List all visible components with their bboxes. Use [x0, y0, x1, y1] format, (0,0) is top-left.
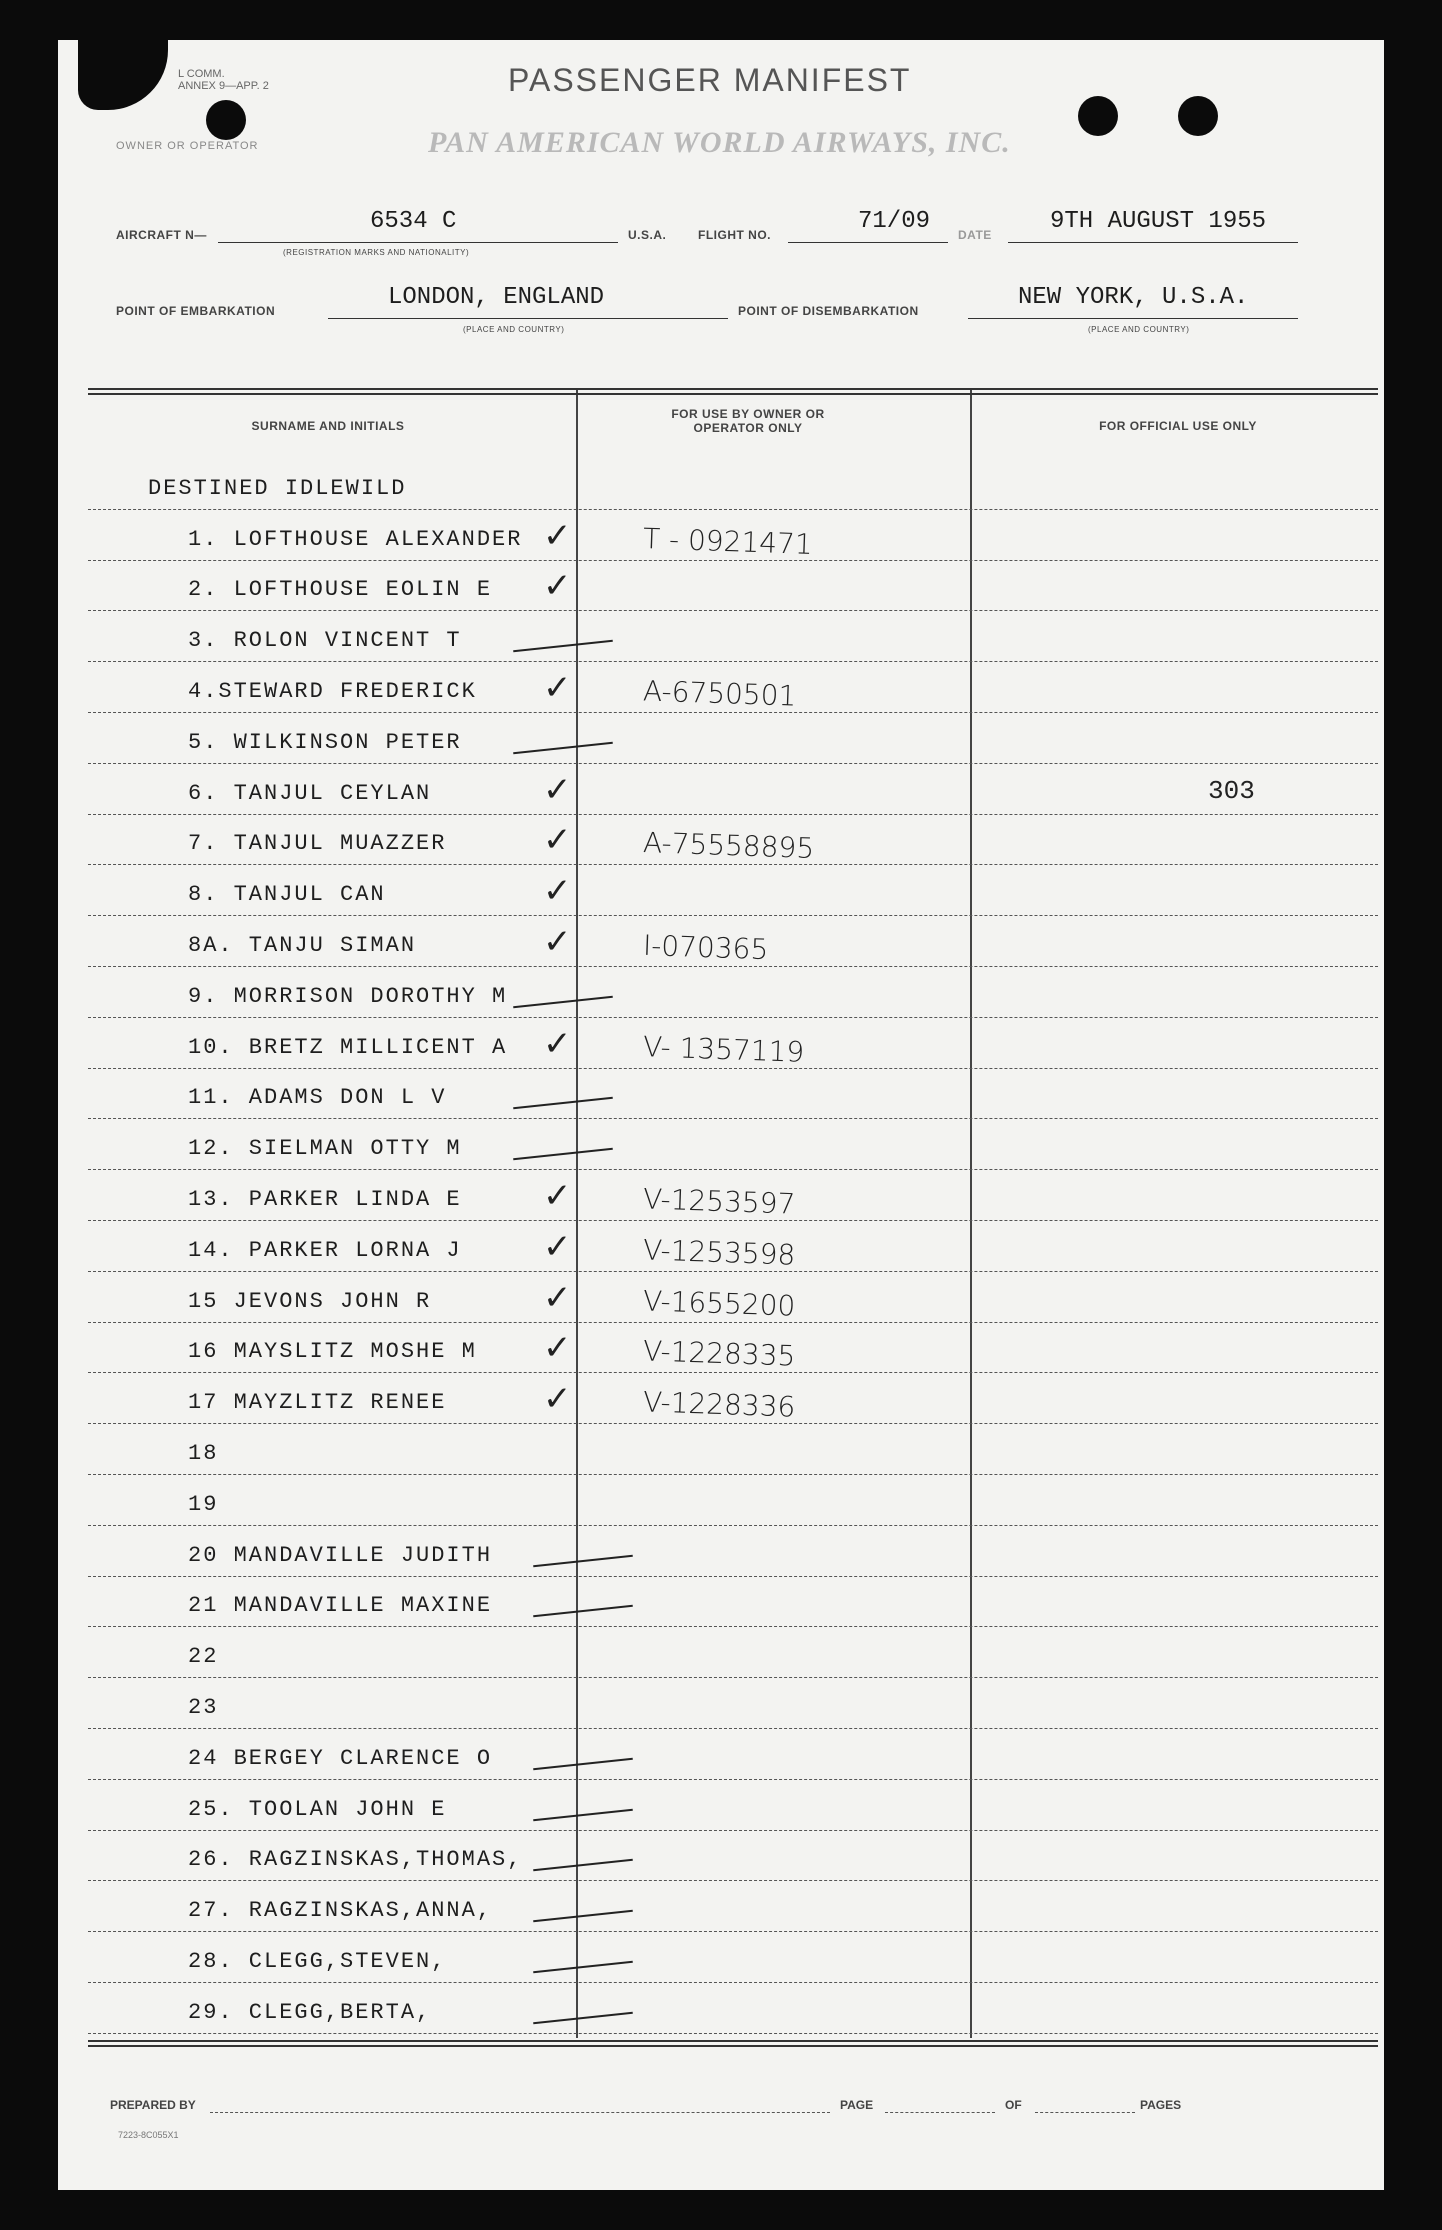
- check-mark-icon: ✓: [543, 871, 572, 912]
- passenger-name: 27. RAGZINSKAS,ANNA,: [188, 1898, 493, 1924]
- pages-label: PAGES: [1140, 2098, 1182, 2112]
- airline-name: PAN AMERICAN WORLD AIRWAYS, INC.: [428, 126, 1011, 159]
- table-row: [88, 1119, 1378, 1170]
- page-line: [885, 2112, 995, 2113]
- document-number: V-1253598: [642, 1233, 796, 1272]
- passenger-name: 3. ROLON VINCENT T: [188, 628, 462, 654]
- passenger-name: 26. RAGZINSKAS,THOMAS,: [188, 1847, 523, 1873]
- punch-hole-center: [1078, 96, 1118, 136]
- passenger-name: 28. CLEGG,STEVEN,: [188, 1948, 447, 1974]
- table-row: [88, 1932, 1378, 1983]
- embarkation-underline: [328, 318, 728, 319]
- passenger-name: 7. TANJUL MUAZZER: [188, 831, 447, 857]
- check-mark-icon: ✓: [543, 921, 572, 962]
- dash-mark-icon: [513, 640, 613, 652]
- disembarkation-label: POINT OF DISEMBARKATION: [738, 304, 919, 318]
- passenger-name: 25. TOOLAN JOHN E: [188, 1796, 447, 1822]
- check-mark-icon: ✓: [543, 1226, 572, 1267]
- aircraft-underline: [218, 242, 618, 243]
- check-mark-icon: ✓: [543, 566, 572, 607]
- dash-mark-icon: [533, 1757, 633, 1769]
- dash-mark-icon: [533, 1859, 633, 1871]
- table-row: [88, 1831, 1378, 1882]
- passenger-name: 24 BERGEY CLARENCE O: [188, 1745, 493, 1771]
- table-bottom-rule: [88, 2040, 1378, 2047]
- document-number: A-6750501: [642, 674, 797, 713]
- aircraft-sub-label: (REGISTRATION MARKS AND NATIONALITY): [283, 248, 470, 257]
- table-row: [88, 1424, 1378, 1475]
- check-mark-icon: ✓: [543, 769, 572, 810]
- check-mark-icon: ✓: [543, 515, 572, 556]
- flight-number: 71/09: [858, 208, 931, 235]
- check-mark-icon: ✓: [543, 820, 572, 861]
- table-row: [88, 561, 1378, 612]
- table-row: [88, 1221, 1378, 1272]
- check-mark-icon: ✓: [543, 1175, 572, 1216]
- table-row: [88, 1069, 1378, 1120]
- form-code-line-1: L COMM.: [178, 68, 225, 80]
- dash-mark-icon: [533, 1605, 633, 1617]
- table-row: [88, 1577, 1378, 1628]
- official-note: 303: [1208, 775, 1255, 806]
- passenger-name: 5. WILKINSON PETER: [188, 729, 462, 755]
- manifest-date: 9TH AUGUST 1955: [1050, 208, 1267, 235]
- embarkation-sub-label: (PLACE AND COUNTRY): [463, 325, 565, 334]
- dash-mark-icon: [513, 1148, 613, 1160]
- table-row: [88, 1170, 1378, 1221]
- table-row: [88, 459, 1378, 510]
- prepared-by-label: PREPARED BY: [110, 2098, 196, 2112]
- check-mark-icon: ✓: [543, 667, 572, 708]
- table-row: [88, 865, 1378, 916]
- owner-label: OWNER OR OPERATOR: [116, 140, 259, 152]
- passenger-name: 8A. TANJU SIMAN: [188, 932, 417, 958]
- table-row: [88, 967, 1378, 1018]
- table-row: [88, 1983, 1378, 2034]
- aircraft-country: U.S.A.: [628, 228, 667, 242]
- passenger-name: 15 JEVONS JOHN R: [188, 1288, 432, 1314]
- flight-underline: [788, 242, 948, 243]
- flight-label: FLIGHT NO.: [698, 228, 771, 242]
- form-code-line-2: ANNEX 9—APP. 2: [178, 80, 269, 92]
- table-row: [88, 662, 1378, 713]
- dash-mark-icon: [533, 1808, 633, 1820]
- document-number: V- 1357119: [642, 1029, 805, 1069]
- passenger-name: 13. PARKER LINDA E: [188, 1186, 462, 1212]
- prepared-by-line: [210, 2112, 830, 2113]
- page-label: PAGE: [840, 2098, 874, 2112]
- aircraft-registration: 6534 C: [370, 208, 457, 235]
- table-row: [88, 1780, 1378, 1831]
- date-underline: [1008, 242, 1298, 243]
- table-row: [88, 815, 1378, 866]
- of-line: [1035, 2112, 1135, 2113]
- document-number: V-1228336: [642, 1385, 796, 1424]
- check-mark-icon: ✓: [543, 1277, 572, 1318]
- disembarkation-sub-label: (PLACE AND COUNTRY): [1088, 325, 1190, 334]
- dash-mark-icon: [533, 1961, 633, 1973]
- document-number: V-1228335: [642, 1334, 796, 1373]
- passenger-name: 10. BRETZ MILLICENT A: [188, 1034, 508, 1060]
- table-header: [88, 395, 1378, 459]
- table-top-rule: [88, 388, 1378, 395]
- torn-corner: [78, 40, 168, 110]
- passenger-name: 6. TANJUL CEYLAN: [188, 780, 432, 806]
- document-number: T - 0921471: [642, 521, 814, 561]
- table-row: [88, 764, 1378, 815]
- table-row: [88, 611, 1378, 662]
- disembarkation-place: NEW YORK, U.S.A.: [1018, 284, 1249, 311]
- dash-mark-icon: [513, 742, 613, 754]
- table-row: [88, 1373, 1378, 1424]
- document-number: V-1655200: [642, 1283, 796, 1323]
- passenger-name: 19: [188, 1491, 219, 1517]
- date-label: DATE: [958, 228, 992, 242]
- table-rows: [88, 459, 1378, 2034]
- manifest-sheet: [58, 40, 1384, 2190]
- punch-hole-left: [206, 100, 246, 140]
- embarkation-place: LONDON, ENGLAND: [388, 284, 605, 311]
- passenger-name: 8. TANJUL CAN: [188, 882, 386, 908]
- table-row: [88, 1881, 1378, 1932]
- dash-mark-icon: [533, 1910, 633, 1922]
- dash-mark-icon: [533, 2011, 633, 2023]
- aircraft-label: AIRCRAFT N—: [116, 228, 207, 242]
- passenger-name: 21 MANDAVILLE MAXINE: [188, 1593, 493, 1619]
- passenger-name: 1. LOFTHOUSE ALEXANDER: [188, 526, 523, 552]
- passenger-name: 23: [188, 1694, 219, 1720]
- embarkation-label: POINT OF EMBARKATION: [116, 304, 276, 318]
- passenger-name: 14. PARKER LORNA J: [188, 1237, 462, 1263]
- table-row: [88, 916, 1378, 967]
- punch-hole-right: [1178, 96, 1218, 136]
- table-row: [88, 510, 1378, 561]
- table-row: [88, 1526, 1378, 1577]
- passenger-name: 2. LOFTHOUSE EOLIN E: [188, 577, 493, 603]
- check-mark-icon: ✓: [543, 1023, 572, 1064]
- table-row: [88, 1018, 1378, 1069]
- page-title: PASSENGER MANIFEST: [508, 62, 912, 98]
- passenger-name: 9. MORRISON DOROTHY M: [188, 983, 508, 1009]
- dash-mark-icon: [513, 996, 613, 1008]
- document-number: A-75558895: [642, 826, 815, 866]
- dash-mark-icon: [513, 1097, 613, 1109]
- document-number: V-1253597: [642, 1182, 796, 1221]
- passenger-name: 29. CLEGG,BERTA,: [188, 1999, 432, 2025]
- passenger-name: 17 MAYZLITZ RENEE: [188, 1390, 447, 1416]
- document-number: I-070365: [642, 928, 769, 967]
- disembarkation-underline: [968, 318, 1298, 319]
- table-row: [88, 1729, 1378, 1780]
- col-owner: FOR USE BY OWNER OR OPERATOR ONLY: [671, 407, 825, 435]
- passenger-name: DESTINED IDLEWILD: [148, 475, 407, 501]
- table-row: [88, 1475, 1378, 1526]
- passenger-name: 12. SIELMAN OTTY M: [188, 1136, 462, 1162]
- passenger-name: 4.STEWARD FREDERICK: [188, 678, 477, 704]
- table-row: [88, 1323, 1378, 1374]
- table-row: [88, 1272, 1378, 1323]
- passenger-name: 11. ADAMS DON L V: [188, 1085, 447, 1111]
- check-mark-icon: ✓: [543, 1379, 572, 1420]
- col-official: FOR OFFICIAL USE ONLY: [1099, 419, 1257, 433]
- dash-mark-icon: [533, 1554, 633, 1566]
- form-code: [178, 68, 269, 92]
- table-row: [88, 713, 1378, 764]
- of-label: OF: [1005, 2098, 1022, 2112]
- passenger-name: 22: [188, 1644, 219, 1670]
- passenger-table: [88, 388, 1378, 2047]
- print-code: 7223-8C055X1: [118, 2130, 179, 2140]
- check-mark-icon: ✓: [543, 1328, 572, 1369]
- table-row: [88, 1678, 1378, 1729]
- table-row: [88, 1627, 1378, 1678]
- passenger-name: 20 MANDAVILLE JUDITH: [188, 1542, 493, 1568]
- passenger-name: 16 MAYSLITZ MOSHE M: [188, 1339, 477, 1365]
- col-surname: SURNAME AND INITIALS: [251, 419, 405, 433]
- passenger-name: 18: [188, 1440, 219, 1466]
